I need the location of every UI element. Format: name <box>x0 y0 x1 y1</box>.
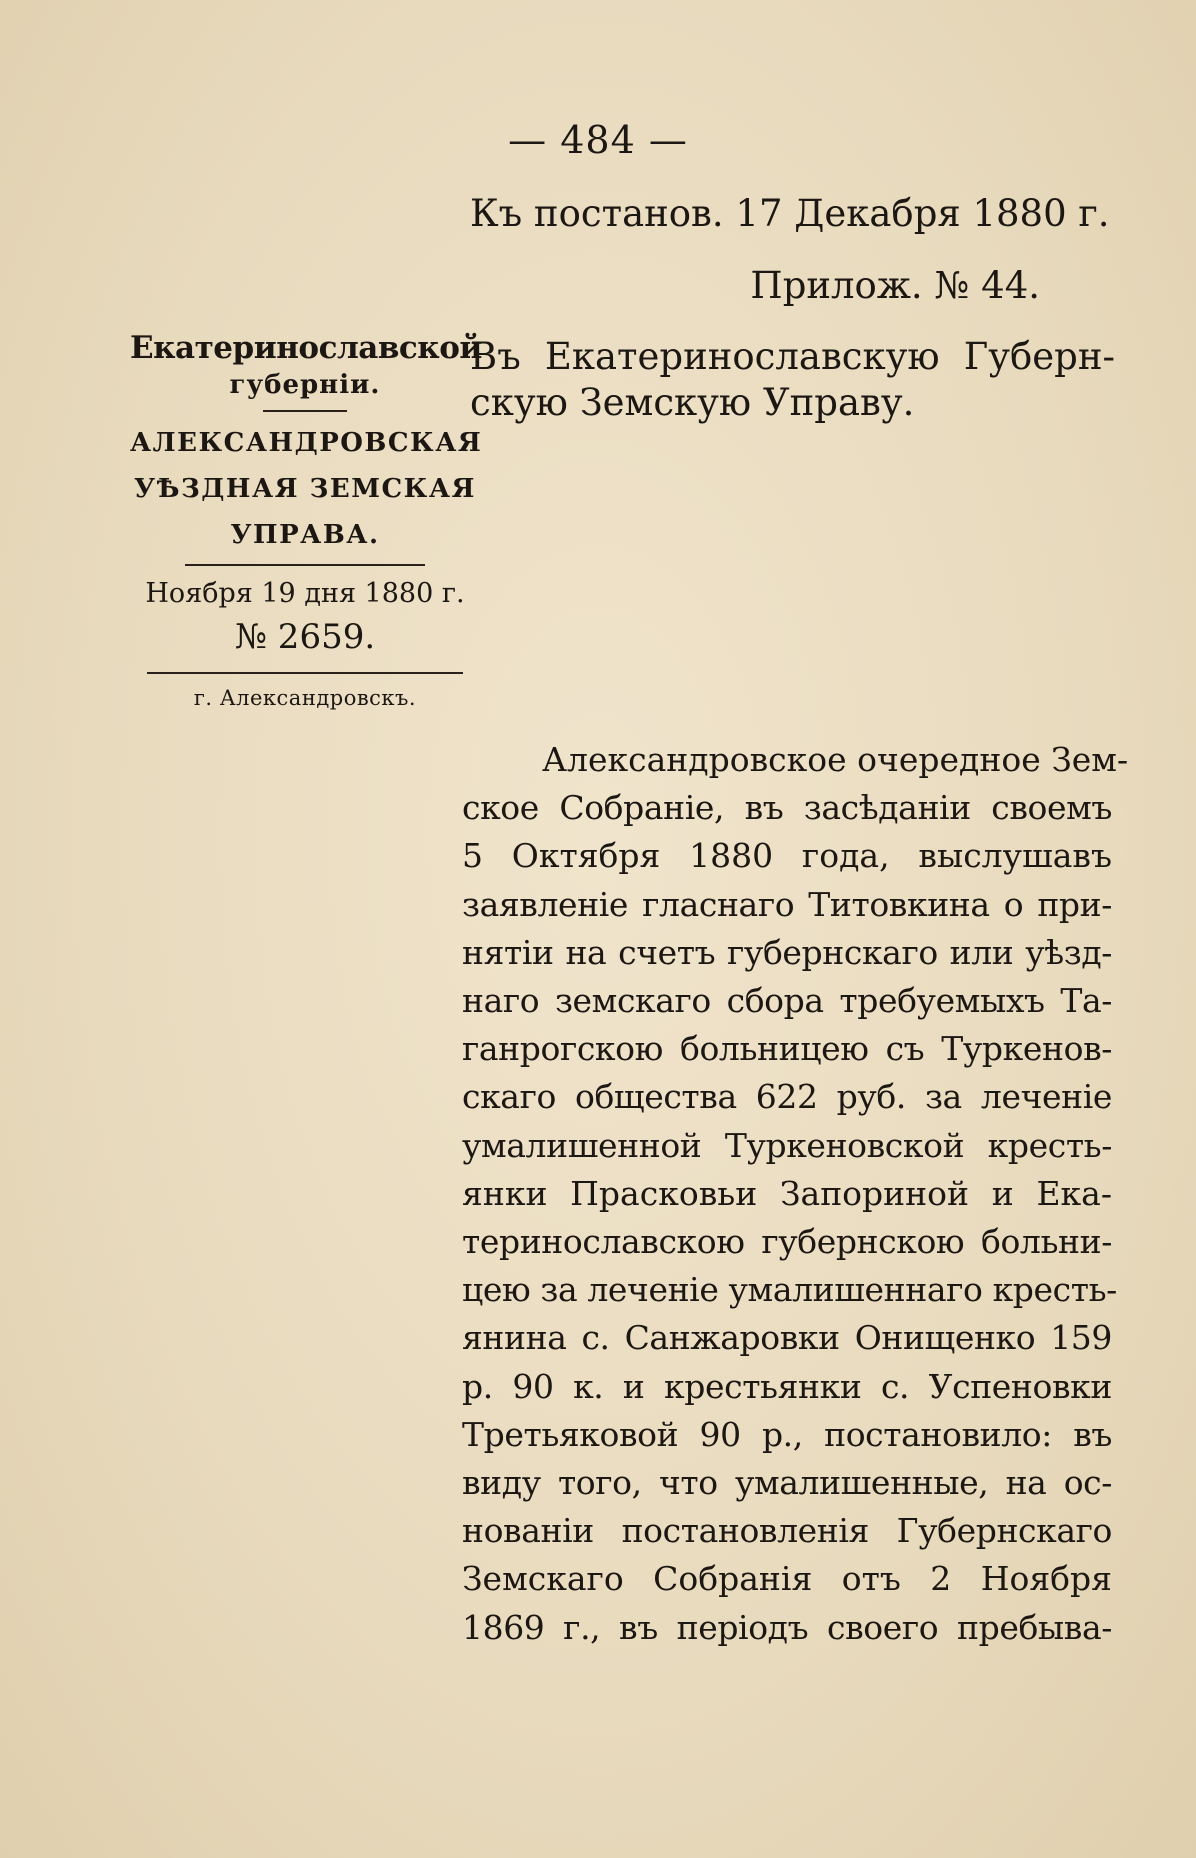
province-name: Екатеринославской <box>130 330 482 366</box>
letter-date: Ноября 19 дня 1880 г. <box>145 578 465 609</box>
province-name-cont: губерніи. <box>229 370 381 400</box>
text-line: янина с. Санжаровки Онищенко 159 <box>462 1318 1112 1358</box>
text-line: нятіи на счетъ губернскаго или уѣзд- <box>462 932 1112 972</box>
text-line: наго земскаго сбора требуемыхъ Та- <box>462 981 1112 1021</box>
board-name-line2: УѢЗДНАЯ ЗЕМСКАЯ <box>134 474 476 504</box>
text-line: Третьяковой 90 р., постановило: въ <box>462 1414 1112 1454</box>
text-line: скаго общества 622 руб. за леченіе <box>462 1077 1112 1117</box>
text-line: умалишенной Туркеновской кресть- <box>462 1125 1112 1165</box>
resolution-reference: Къ постанов. 17 Декабря 1880 г. <box>470 192 1110 235</box>
outgoing-number: № 2659. <box>234 617 376 657</box>
divider <box>263 410 347 412</box>
appendix-number: Прилож. № 44. <box>750 264 1040 307</box>
text-line: Земскаго Собранія отъ 2 Ноября <box>462 1559 1112 1599</box>
city-name: г. Александровскъ. <box>193 686 417 710</box>
text-line: ское Собраніе, въ засѣданіи своемъ <box>462 788 1112 828</box>
board-name-line1: АЛЕКСАНДРОВСКАЯ <box>130 428 483 458</box>
text-line: цею за леченіе умалишеннаго кресть- <box>462 1270 1117 1310</box>
text-line: 5 Октября 1880 года, выслушавъ <box>462 836 1112 876</box>
text-line: р. 90 к. и крестьянки с. Успеновки <box>462 1366 1112 1406</box>
board-name-line3: УПРАВА. <box>230 520 380 550</box>
text-line: нованіи постановленія Губернскаго <box>462 1511 1112 1551</box>
sender-block <box>130 328 483 710</box>
page-number: — 484 — <box>508 118 688 162</box>
addressee-line: скую Земскую Управу. <box>470 381 915 424</box>
body-paragraph <box>462 736 1129 1652</box>
text-line: заявленіе гласнаго Титовкина о при- <box>462 884 1112 924</box>
addressee-line: Въ Екатеринославскую Губерн- <box>470 335 1115 378</box>
text-line: янки Прасковьи Запориной и Ека- <box>462 1173 1112 1213</box>
divider <box>147 672 463 674</box>
addressee-block <box>470 334 1115 426</box>
divider <box>185 564 425 566</box>
text-line: ганрогскою больницею съ Туркенов- <box>462 1029 1112 1069</box>
text-line: виду того, что умалишенные, на ос- <box>462 1463 1112 1503</box>
text-line: 1869 г., въ періодъ своего пребыва- <box>462 1607 1112 1647</box>
text-line: теринославскою губернскою больни- <box>462 1222 1112 1262</box>
text-line: Александровское очередное Зем- <box>542 740 1129 779</box>
